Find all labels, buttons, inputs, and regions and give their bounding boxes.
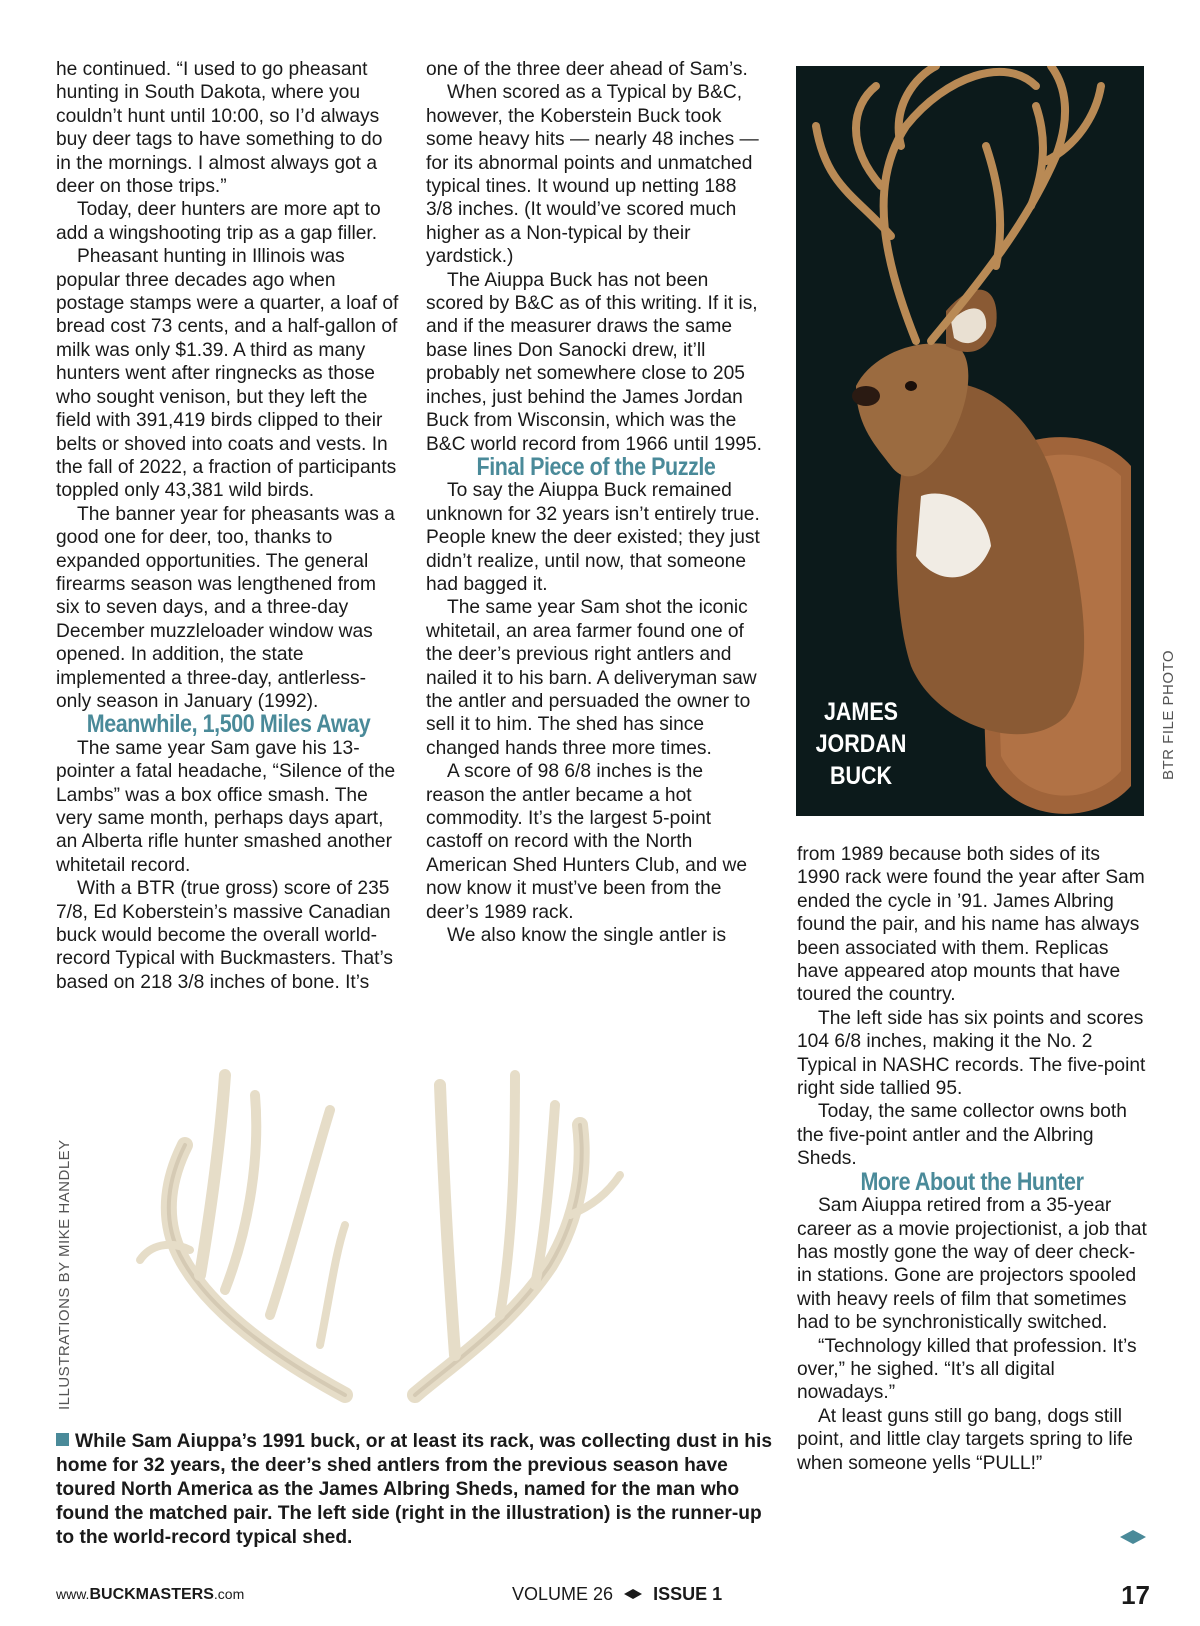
paragraph: from 1989 because both sides of its 1990 rack were found the year after Sam ended the cycle in ’91. James Albring found the pair, and his name has always been associated with them. Replicas have appeared atop mounts that have toured the country. bbox=[797, 844, 1145, 1006]
paragraph: “Technology killed that profession. It’s over,” he sighed. “It’s all digital nowadays.” bbox=[797, 1335, 1137, 1404]
section-heading: Final Piece of the Puzzle bbox=[476, 452, 716, 481]
deer-mount-photo bbox=[796, 66, 1144, 816]
section-heading: Meanwhile, 1,500 Miles Away bbox=[86, 710, 371, 739]
paragraph: Today, deer hunters are more apt to add a wingshooting trip as a gap filler. bbox=[56, 199, 381, 244]
shed-antlers-illustration bbox=[130, 1065, 760, 1410]
paragraph: The Aiuppa Buck has not been scored by B&C as of this writing. If it is, and if the measurer draws the same base lines Don Sanocki drew, it’ll probably net somewhere close to 205 inches, just behind the James Jordan Buck from Wisconsin, which was the B&C world record from 1966 until 1995. bbox=[426, 269, 762, 455]
illustration-caption bbox=[56, 1430, 776, 1550]
site-name: BUCKMASTERS bbox=[89, 1586, 214, 1603]
paragraph: The left side has six points and scores 104 6/8 inches, making it the No. 2 Typical in NASHC records. The five-point right side tallied 95. bbox=[797, 1007, 1146, 1100]
site-prefix: www. bbox=[56, 1586, 90, 1602]
footer-website bbox=[56, 1586, 244, 1604]
paragraph: When scored as a Typical by B&C, however, the Koberstein Buck took some heavy hits — nearly 48 inches — for its abnormal points and unmatched typical tines. It wound up netting 188 3/8 inches. (It would’ve scored much higher as a Non-typical by their yardstick.) bbox=[426, 82, 759, 268]
issue-label: ISSUE 1 bbox=[653, 1584, 723, 1604]
paragraph: To say the Aiuppa Buck remained unknown for 32 years isn’t entirely true. People knew the deer existed; they just didn’t realize, until now, that someone had bagged it. bbox=[426, 480, 760, 595]
photo-label bbox=[805, 696, 917, 792]
antler-drawing bbox=[130, 1065, 760, 1410]
column-3 bbox=[797, 843, 1147, 1475]
paragraph: The same year Sam shot the iconic whitetail, an area farmer found one of the deer’s previous right antlers and nailed it to his barn. A deliveryman saw the antler and persuaded the owner to sell it to him. The shed has since changed hands three more times. bbox=[426, 597, 757, 759]
paragraph: A score of 98 6/8 inches is the reason the antler became a hot commodity. It’s the largest 5-point castoff on record with the North American Shed Hunters Club, and we now know it must’ve been from the deer’s 1989 rack. bbox=[426, 761, 748, 923]
paragraph: he continued. “I used to go pheasant hunting in South Dakota, where you couldn’t hunt until 10:00, so I’d always buy deer tags to have something to do in the mornings. I almost always got a deer on those trips.” bbox=[56, 59, 383, 198]
paragraph: one of the three deer ahead of Sam’s. bbox=[426, 59, 748, 80]
paragraph: Pheasant hunting in Illinois was popular three decades ago when postage stamps were a quarter, a loaf of bread cost 73 cents, and a half-gallon of milk was only $1.39. A third as many hunters went after ringnecks as those who sought venison, but they left the field with 391,419 birds clipped to their belts or shoved into coats and vests. In the fall of 2022, a fraction of participants toppled only 43,381 wild birds. bbox=[56, 246, 399, 502]
photo-label-line: JAMES bbox=[823, 698, 899, 726]
footer-issue-info bbox=[512, 1584, 722, 1605]
photo-label-line: BUCK bbox=[829, 762, 893, 790]
column-1 bbox=[56, 58, 401, 994]
paragraph: We also know the single antler is bbox=[447, 925, 727, 947]
illustration-credit: ILLUSTRATIONS BY MIKE HANDLEY bbox=[56, 1139, 73, 1410]
photo-credit: BTR FILE PHOTO bbox=[1160, 649, 1177, 780]
page-footer bbox=[56, 1582, 1150, 1612]
paragraph: The banner year for pheasants was a good one for deer, too, thanks to expanded opportunities. The general firearms season was lengthened from six to seven days, and a three-day December muzzleloader window was opened. In addition, the state implemented a three-day, antlerless-only season in January (1992). bbox=[56, 503, 395, 712]
paragraph: With a BTR (true gross) score of 235 7/8, Ed Koberstein’s massive Canadian buck would become the overall world-record Typical with Buckmasters. That’s based on 218 3/8 inches of bone. It’s bbox=[56, 878, 393, 993]
section-heading: More About the Hunter bbox=[860, 1167, 1084, 1196]
paragraph: The same year Sam gave his 13-pointer a fatal headache, “Silence of the Lambs” was a box office smash. The very same month, perhaps days apart, an Alberta rifle hunter smashed another whitetail record. bbox=[56, 737, 396, 876]
diamond-icon bbox=[624, 1589, 642, 1599]
end-diamond-icon bbox=[1120, 1530, 1146, 1544]
caption-text: While Sam Aiuppa’s 1991 buck, or at least its rack, was collecting dust in his home for 32 years, the deer’s shed antlers from the previous season have toured North America as the James Albring Sheds, named for the man who found the matched pair. The left side (right in the illustration) is the runner-up to the world-record typical shed. bbox=[56, 1431, 773, 1548]
paragraph: At least guns still go bang, dogs still point, and little clay targets spring to life when someone yells “PULL!” bbox=[797, 1405, 1133, 1474]
caption-bullet-icon bbox=[56, 1433, 69, 1446]
volume-label: VOLUME 26 bbox=[512, 1584, 614, 1604]
site-suffix: .com bbox=[213, 1586, 245, 1602]
photo-label-line: JORDAN bbox=[815, 730, 907, 758]
column-2 bbox=[426, 58, 766, 947]
paragraph: Today, the same collector owns both the five-point antler and the Albring Sheds. bbox=[797, 1101, 1127, 1170]
paragraph: Sam Aiuppa retired from a 35-year career as a movie projectionist, a job that has mostly gone the way of deer check-in stations. Gone are projectors spooled with heavy reels of film that sometimes had to be synchronistically switched. bbox=[797, 1195, 1147, 1334]
page-number: 17 bbox=[1121, 1580, 1150, 1610]
